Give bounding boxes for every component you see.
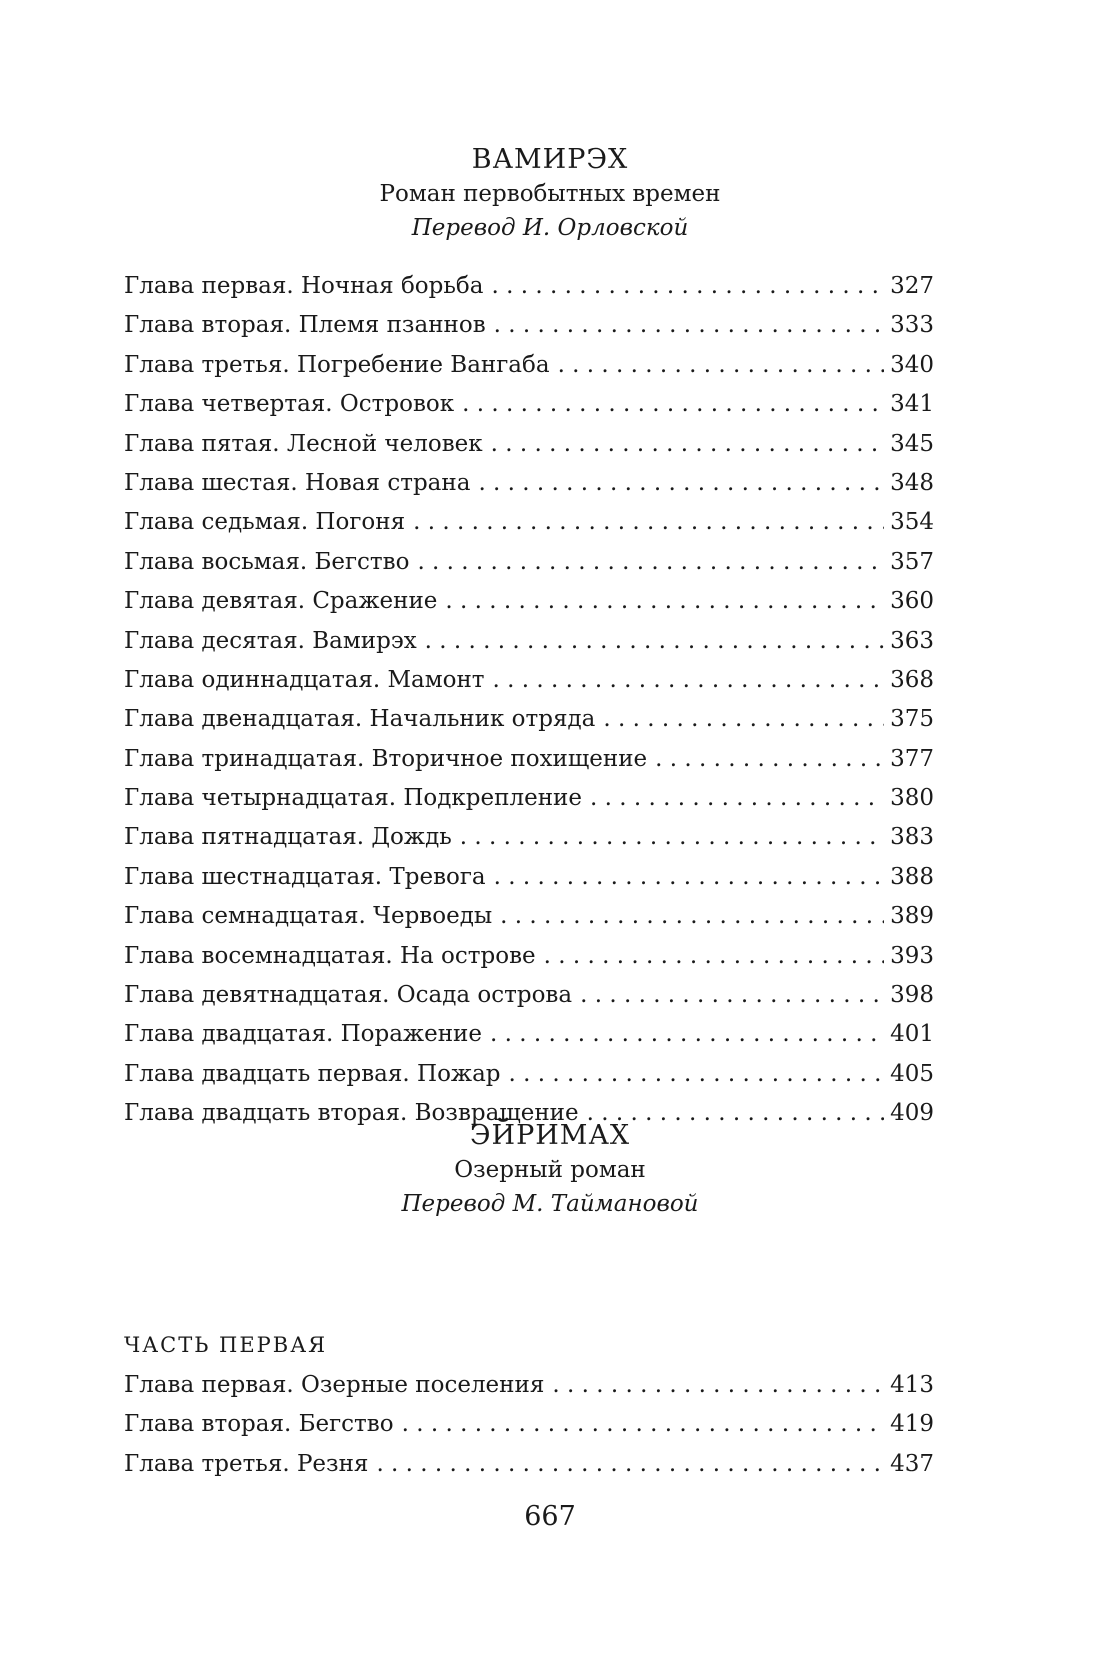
dot-leader (603, 704, 884, 734)
chapter-title: Глава двадцатая. Поражение (124, 1021, 482, 1048)
work-subtitle: Озерный роман (454, 1157, 646, 1183)
chapter-page-number: 437 (890, 1450, 934, 1477)
toc-entry (124, 862, 934, 901)
chapter-page-number: 413 (890, 1372, 934, 1398)
chapter-title: Глава шестая. Новая страна (124, 469, 471, 496)
toc-entry (124, 310, 934, 349)
chapter-page-number: 354 (890, 509, 934, 536)
dot-leader (491, 429, 884, 459)
toc-entry (124, 665, 934, 704)
work-subtitle: Роман первобытных времен (379, 181, 721, 207)
chapter-page-number: 393 (890, 942, 934, 969)
chapter-page-number: 419 (890, 1411, 934, 1438)
chapter-page-number: 340 (890, 351, 934, 378)
chapter-title: Глава седьмая. Погоня (124, 509, 406, 536)
toc-list-vamireh (124, 271, 934, 1138)
chapter-title: Глава девятнадцатая. Осада острова (124, 982, 573, 1009)
chapter-page-number: 383 (890, 824, 934, 851)
part-label: ЧАСТЬ ПЕРВАЯ (124, 1333, 328, 1357)
dot-leader (425, 626, 884, 656)
dot-leader (494, 862, 884, 892)
dot-leader (417, 547, 884, 577)
dot-leader (402, 1409, 885, 1439)
chapter-page-number: 401 (890, 1021, 934, 1048)
chapter-title: Глава шестнадцатая. Тревога (124, 863, 486, 890)
dot-leader (494, 310, 884, 340)
toc-entry (124, 586, 934, 625)
chapter-page-number: 375 (890, 706, 934, 733)
toc-entry (124, 1449, 934, 1488)
work-title: ВАМИРЭХ (471, 144, 629, 175)
toc-entry (124, 271, 934, 310)
chapter-title: Глава вторая. Бегство (124, 1411, 394, 1438)
toc-entry (124, 547, 934, 586)
dot-leader (580, 980, 884, 1010)
work-translator: Перевод И. Орловской (411, 215, 689, 241)
toc-entry (124, 822, 934, 861)
toc-entry (124, 783, 934, 822)
chapter-title: Глава семнадцатая. Червоеды (124, 903, 493, 930)
chapter-page-number: 377 (890, 745, 934, 772)
chapter-page-number: 388 (890, 863, 934, 890)
work-header-vamireh (0, 143, 1100, 245)
chapter-title: Глава тринадцатая. Вторичное похищение (124, 745, 648, 772)
chapter-page-number: 345 (890, 430, 934, 457)
dot-leader (552, 1370, 884, 1400)
chapter-title: Глава восемнадцатая. На острове (124, 942, 536, 969)
toc-entry (124, 350, 934, 389)
dot-leader (655, 744, 884, 774)
chapter-title: Глава одиннадцатая. Мамонт (124, 666, 485, 693)
chapter-page-number: 333 (890, 312, 934, 339)
chapter-page-number: 409 (890, 1100, 934, 1127)
chapter-title: Глава двадцать первая. Пожар (124, 1060, 501, 1087)
toc-entry (124, 429, 934, 468)
dot-leader (558, 350, 885, 380)
chapter-page-number: 348 (890, 469, 934, 496)
chapter-page-number: 341 (890, 391, 934, 418)
chapter-title: Глава пятая. Лесной человек (124, 430, 483, 457)
dot-leader (376, 1449, 884, 1479)
chapter-page-number: 380 (890, 785, 934, 812)
toc-entry (124, 704, 934, 743)
toc-entry (124, 626, 934, 665)
chapter-title: Глава двадцать вторая. Возвращение (124, 1100, 579, 1127)
toc-entry (124, 941, 934, 980)
chapter-page-number: 363 (890, 627, 934, 654)
toc-entry (124, 1019, 934, 1058)
page-number: 667 (524, 1501, 576, 1532)
dot-leader (590, 783, 884, 813)
toc-list-eyrimah (124, 1370, 934, 1488)
toc-entry (124, 1370, 934, 1409)
chapter-page-number: 327 (890, 273, 934, 299)
chapter-page-number: 357 (890, 548, 934, 575)
toc-part-section (124, 1330, 934, 1488)
toc-entry (124, 980, 934, 1019)
chapter-page-number: 405 (890, 1060, 934, 1087)
dot-leader (544, 941, 884, 971)
dot-leader (462, 389, 884, 419)
work-title: ЭЙРИМАХ (469, 1120, 631, 1151)
dot-leader (413, 507, 884, 537)
chapter-title: Глава третья. Погребение Вангаба (124, 351, 550, 378)
toc-entry (124, 1059, 934, 1098)
chapter-title: Глава двенадцатая. Начальник отряда (124, 706, 596, 733)
toc-entry (124, 389, 934, 428)
chapter-page-number: 398 (890, 982, 934, 1009)
chapter-title: Глава восьмая. Бегство (124, 548, 410, 575)
chapter-title: Глава четвертая. Островок (124, 391, 455, 418)
chapter-title: Глава третья. Резня (124, 1450, 369, 1477)
work-translator: Перевод М. Таймановой (401, 1191, 699, 1217)
chapter-page-number: 368 (890, 666, 934, 693)
toc-entry (124, 901, 934, 940)
chapter-title: Глава первая. Ночная борьба (124, 273, 484, 299)
chapter-title: Глава пятнадцатая. Дождь (124, 824, 452, 851)
dot-leader (490, 1019, 884, 1049)
chapter-page-number: 360 (890, 588, 934, 615)
chapter-title: Глава десятая. Вамирэх (124, 627, 417, 654)
work-header-eyrimah (0, 1119, 1100, 1221)
dot-leader (509, 1059, 885, 1089)
toc-entry (124, 744, 934, 783)
chapter-page-number: 389 (890, 903, 934, 930)
dot-leader (491, 271, 884, 301)
chapter-title: Глава девятая. Сражение (124, 588, 438, 615)
toc-entry (124, 468, 934, 507)
dot-leader (460, 822, 884, 852)
toc-entry (124, 1409, 934, 1448)
chapter-title: Глава вторая. Племя пзаннов (124, 312, 486, 339)
chapter-title: Глава первая. Озерные поселения (124, 1372, 545, 1398)
toc-entry (124, 507, 934, 546)
chapter-title: Глава четырнадцатая. Подкрепление (124, 785, 582, 812)
dot-leader (500, 901, 884, 931)
dot-leader (493, 665, 885, 695)
dot-leader (445, 586, 884, 616)
dot-leader (478, 468, 884, 498)
